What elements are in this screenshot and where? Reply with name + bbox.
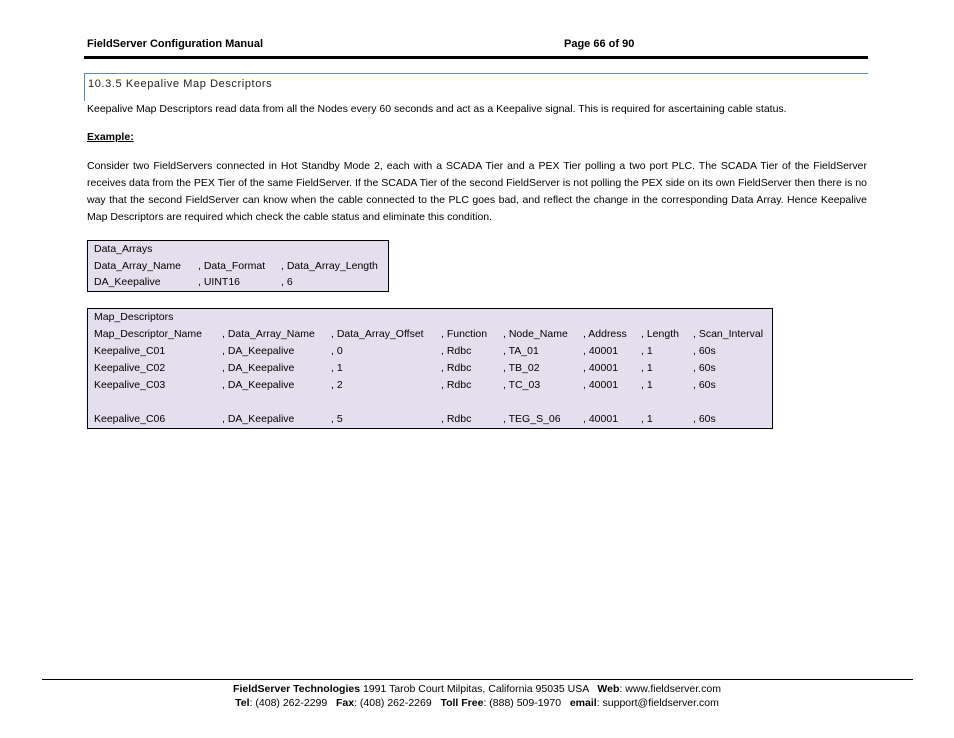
cell: , 40001: [583, 379, 619, 391]
cell: Keepalive_C06: [94, 413, 166, 425]
footer-tollfree-label: Toll Free: [440, 697, 484, 709]
footer-address: 1991 Tarob Court Milpitas, California 95035 USA: [360, 683, 598, 695]
example-paragraph: Consider two FieldServers connected in Hot Standby Mode 2, each with a SCADA Tier and a PEX Tier polling a two port PLC. The SCADA Tier of the FieldServer receives data from the PEX Tier of the same FieldServer. If the SCADA Tier of the second FieldServer is not polling the PEX side on its own FieldServer then there is no way that the second FieldServer can know when the cable connected to the PLC goes bad, and reflect the change in the corresponding Data Array. Hence Keepalive Map Descriptors are required which check the cable status and eliminate this condition.: [87, 160, 867, 223]
footer-web-label: Web: [597, 683, 620, 695]
column-header: Map_Descriptor_Name: [94, 328, 202, 340]
footer-fax-value: : (408) 262-2269: [354, 697, 441, 709]
column-header: , Scan_Interval: [693, 328, 764, 340]
column-header: , Function: [441, 328, 488, 340]
data-arrays-title: Data_Arrays: [94, 243, 153, 255]
map-descriptors-config-block: [87, 308, 773, 429]
cell: Keepalive_C01: [94, 345, 166, 357]
map-descriptors-header-row: [88, 326, 772, 343]
footer-tel-label: Tel: [235, 697, 250, 709]
cell: , Rdbc: [441, 345, 472, 357]
intro-paragraph: Keepalive Map Descriptors read data from all the Nodes every 60 seconds and act as a Keepalive signal. This is required for ascertaining cable status.: [87, 103, 787, 115]
footer-web-link[interactable]: : www.fieldserver.com: [619, 683, 721, 695]
cell: , 60s: [693, 379, 716, 391]
data-arrays-row: [88, 274, 388, 291]
cell: , TB_02: [503, 362, 540, 374]
column-header: , Node_Name: [503, 328, 568, 340]
footer-line-1: [0, 683, 954, 695]
column-header: , Address: [583, 328, 627, 340]
cell: , DA_Keepalive: [222, 345, 295, 357]
page-number: Page 66 of 90: [564, 38, 635, 50]
cell: , 40001: [583, 362, 619, 374]
cell: , DA_Keepalive: [222, 413, 295, 425]
cell: , 1: [641, 379, 653, 391]
cell: , Rdbc: [441, 362, 472, 374]
column-header: , Data_Array_Length: [281, 260, 378, 272]
map-descriptor-row: [88, 411, 772, 428]
cell: , TEG_S_06: [503, 413, 561, 425]
cell: , 1: [641, 362, 653, 374]
footer-fax-label: Fax: [335, 697, 355, 709]
cell: , 40001: [583, 413, 619, 425]
cell: , TA_01: [503, 345, 539, 357]
footer-rule: [42, 679, 913, 680]
section-heading: 10.3.5 Keepalive Map Descriptors: [88, 78, 273, 90]
manual-title: FieldServer Configuration Manual: [87, 38, 264, 50]
column-header: Data_Array_Name: [94, 260, 181, 272]
map-descriptor-row: [88, 377, 772, 394]
footer-email-label: email: [569, 697, 597, 709]
footer-company: FieldServer Technologies: [233, 683, 361, 695]
cell: , Rdbc: [441, 379, 472, 391]
map-descriptors-title: Map_Descriptors: [94, 311, 174, 323]
footer-email-link[interactable]: : support@fieldserver.com: [596, 697, 719, 709]
data-arrays-header-row: [88, 258, 388, 275]
cell: , Rdbc: [441, 413, 472, 425]
cell: , UINT16: [198, 276, 241, 288]
cell: , 1: [641, 413, 653, 425]
column-header: , Data_Format: [198, 260, 266, 272]
example-label: Example:: [87, 131, 134, 143]
footer-line-2: [0, 697, 954, 709]
cell: , DA_Keepalive: [222, 379, 295, 391]
cell: , 6: [281, 276, 293, 288]
cell: , DA_Keepalive: [222, 362, 295, 374]
cell: , 60s: [693, 345, 716, 357]
cell: , 1: [641, 345, 653, 357]
cell: , 1: [331, 362, 343, 374]
cell: , 5: [331, 413, 343, 425]
footer-tollfree-value: : (888) 509-1970: [483, 697, 570, 709]
cell: , 2: [331, 379, 343, 391]
footer-tel-value: : (408) 262-2299: [249, 697, 336, 709]
cell: , 0: [331, 345, 343, 357]
cell: , TC_03: [503, 379, 541, 391]
cell: Keepalive_C02: [94, 362, 166, 374]
column-header: , Data_Array_Name: [222, 328, 315, 340]
map-descriptor-row: [88, 343, 772, 360]
column-header: , Length: [641, 328, 679, 340]
cell: Keepalive_C03: [94, 379, 166, 391]
cell: , 60s: [693, 413, 716, 425]
map-descriptor-row: [88, 360, 772, 377]
cell: , 40001: [583, 345, 619, 357]
cell: DA_Keepalive: [94, 276, 161, 288]
cell: , 60s: [693, 362, 716, 374]
column-header: , Data_Array_Offset: [331, 328, 424, 340]
data-arrays-config-block: [87, 240, 389, 292]
header-rule: [84, 56, 868, 59]
